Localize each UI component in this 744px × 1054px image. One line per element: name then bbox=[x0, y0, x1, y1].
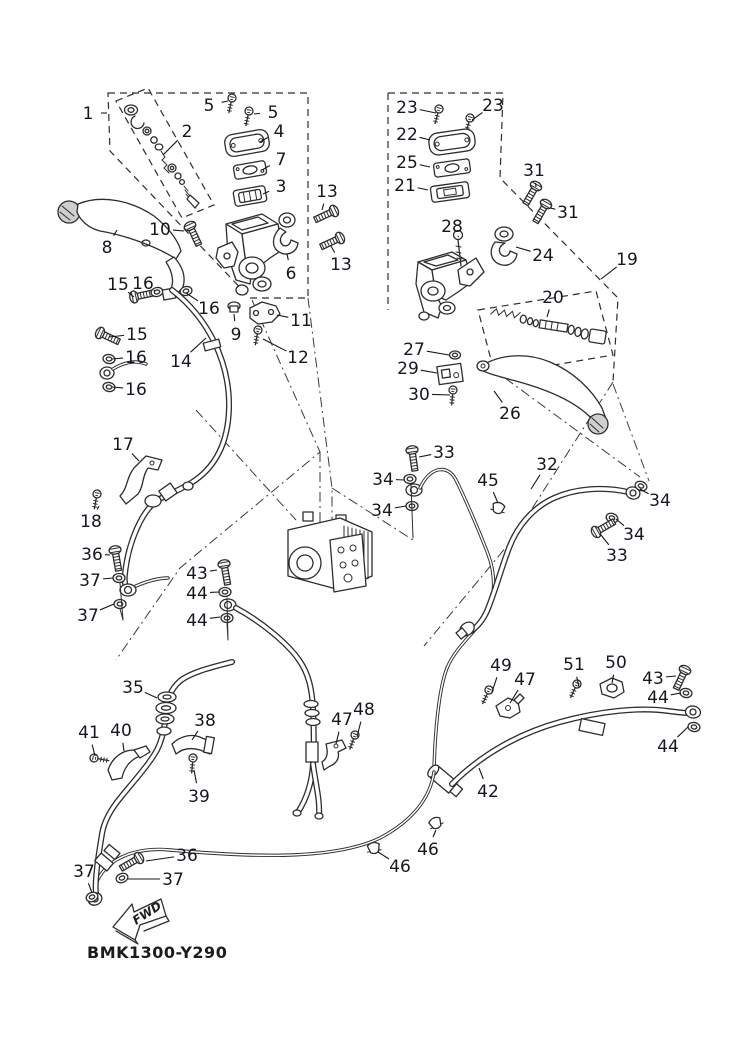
part-callout-21[interactable]: 21 bbox=[394, 176, 416, 196]
screw-49 bbox=[479, 685, 494, 706]
nut-9 bbox=[228, 302, 240, 312]
diagram-code: BMK1300-Y290 bbox=[87, 943, 228, 962]
brake-hose-32 bbox=[455, 489, 628, 641]
callout-leader-21 bbox=[418, 188, 428, 190]
bolt-36a bbox=[108, 545, 124, 572]
part-callout-41[interactable]: 41 bbox=[78, 723, 100, 743]
washer-37a bbox=[113, 574, 125, 583]
bracket-47-left bbox=[322, 740, 346, 770]
fwd-label: FWD bbox=[130, 898, 164, 928]
holder-clamp-6 bbox=[273, 213, 298, 254]
part-callout-43[interactable]: 43 bbox=[642, 669, 664, 689]
part-callout-33[interactable]: 33 bbox=[606, 546, 628, 566]
part-callout-8[interactable]: 8 bbox=[101, 238, 113, 258]
bolt-43a bbox=[217, 559, 233, 586]
callout-leader-2 bbox=[163, 140, 178, 155]
piston-kit-left bbox=[125, 105, 200, 208]
part-callout-38[interactable]: 38 bbox=[194, 711, 216, 731]
abs-modulator-unit bbox=[288, 512, 372, 592]
callout-leader-34 bbox=[395, 506, 406, 508]
screw-39 bbox=[188, 754, 198, 774]
reservoir-cap-right bbox=[428, 128, 477, 156]
part-callout-16[interactable]: 16 bbox=[198, 299, 220, 319]
part-callout-16[interactable]: 16 bbox=[132, 274, 154, 294]
abs-banjo-left bbox=[108, 545, 168, 620]
callout-leader-44 bbox=[671, 693, 681, 695]
part-callout-36[interactable]: 36 bbox=[81, 545, 103, 565]
part-callout-49[interactable]: 49 bbox=[490, 656, 512, 676]
clamp-24 bbox=[491, 227, 517, 265]
callout-leader-19 bbox=[601, 267, 617, 279]
washer-37b bbox=[114, 600, 126, 609]
part-callout-23[interactable]: 23 bbox=[396, 98, 418, 118]
bolt-33b bbox=[589, 516, 617, 539]
washer-44d bbox=[687, 722, 700, 733]
callout-leader-33 bbox=[601, 535, 609, 545]
master-cylinder-body-left bbox=[216, 214, 282, 295]
diaphragm-right bbox=[430, 181, 470, 202]
part-callout-17[interactable]: 17 bbox=[112, 435, 134, 455]
part-callout-42[interactable]: 42 bbox=[477, 782, 499, 802]
screw-12 bbox=[251, 325, 262, 345]
part-callout-37[interactable]: 37 bbox=[77, 606, 99, 626]
callout-leader-46 bbox=[433, 830, 436, 837]
callout-leader-27 bbox=[427, 351, 449, 355]
fwd-arrow-icon bbox=[113, 899, 169, 944]
grommet-35 bbox=[156, 692, 176, 735]
part-callout-34[interactable]: 34 bbox=[623, 525, 645, 545]
part-callout-9[interactable]: 9 bbox=[230, 325, 242, 345]
part-callout-7[interactable]: 7 bbox=[275, 150, 287, 170]
part-callout-6[interactable]: 6 bbox=[285, 264, 297, 284]
callout-leader-32 bbox=[531, 475, 540, 489]
callout-leader-39 bbox=[194, 770, 197, 783]
callout-leader-20 bbox=[547, 309, 549, 317]
part-callout-34[interactable]: 34 bbox=[371, 501, 393, 521]
master-cylinder-body-right bbox=[416, 252, 484, 320]
part-callout-32[interactable]: 32 bbox=[536, 455, 558, 475]
bolt-33a bbox=[405, 445, 420, 472]
diaphragm-left bbox=[233, 185, 267, 206]
part-callout-40[interactable]: 40 bbox=[110, 721, 132, 741]
part-callout-35[interactable]: 35 bbox=[122, 678, 144, 698]
bolt-10 bbox=[183, 220, 205, 248]
pipe-banjo-left bbox=[404, 445, 422, 538]
part-callout-39[interactable]: 39 bbox=[188, 787, 210, 807]
washer-44a bbox=[219, 588, 231, 597]
part-callout-13[interactable]: 13 bbox=[316, 182, 338, 202]
callout-leader-16 bbox=[186, 293, 198, 301]
part-callout-11[interactable]: 11 bbox=[290, 311, 312, 331]
callout-leader-36 bbox=[146, 857, 174, 861]
part-callout-36[interactable]: 36 bbox=[176, 846, 198, 866]
part-callout-34[interactable]: 34 bbox=[649, 491, 671, 511]
screw-18 bbox=[90, 489, 101, 509]
nut-27 bbox=[450, 351, 461, 359]
diaphragm-plate-right bbox=[433, 159, 471, 178]
bracket-11 bbox=[250, 302, 280, 324]
part-callout-26[interactable]: 26 bbox=[499, 404, 521, 424]
part-callout-43[interactable]: 43 bbox=[186, 564, 208, 584]
bolt-43b bbox=[671, 664, 693, 692]
part-callout-44[interactable]: 44 bbox=[647, 688, 669, 708]
part-callout-33[interactable]: 33 bbox=[433, 443, 455, 463]
part-callout-10[interactable]: 10 bbox=[149, 220, 171, 240]
callout-leader-43 bbox=[210, 570, 217, 571]
callout-leader-13 bbox=[322, 204, 324, 210]
callout-leader-42 bbox=[479, 768, 483, 779]
bracket-47-right bbox=[496, 694, 524, 718]
part-callout-48[interactable]: 48 bbox=[353, 700, 375, 720]
part-callout-31[interactable]: 31 bbox=[557, 203, 579, 223]
callout-leader-18 bbox=[97, 506, 99, 510]
part-callout-30[interactable]: 30 bbox=[408, 385, 430, 405]
part-callout-14[interactable]: 14 bbox=[170, 352, 192, 372]
part-callout-37[interactable]: 37 bbox=[162, 870, 184, 890]
part-callout-4[interactable]: 4 bbox=[273, 122, 285, 142]
callout-leader-45 bbox=[493, 492, 498, 503]
callout-leader-6 bbox=[287, 254, 288, 260]
callout-leader-35 bbox=[145, 692, 157, 698]
part-callout-1[interactable]: 1 bbox=[82, 104, 94, 124]
callout-leader-9 bbox=[234, 314, 235, 321]
part-callout-29[interactable]: 29 bbox=[397, 359, 419, 379]
part-callout-5[interactable]: 5 bbox=[267, 103, 279, 123]
part-callout-37[interactable]: 37 bbox=[73, 862, 95, 882]
callout-leader-37 bbox=[103, 578, 113, 579]
callout-leader-22 bbox=[420, 137, 430, 140]
part-callout-47[interactable]: 47 bbox=[331, 710, 353, 730]
part-callout-20[interactable]: 20 bbox=[542, 288, 564, 308]
part-callout-44[interactable]: 44 bbox=[657, 737, 679, 757]
abs-banjo-center bbox=[217, 559, 236, 640]
part-callout-25[interactable]: 25 bbox=[396, 153, 418, 173]
part-callout-34[interactable]: 34 bbox=[372, 470, 394, 490]
callout-leader-5 bbox=[254, 113, 260, 114]
part-callout-50[interactable]: 50 bbox=[605, 653, 627, 673]
screw-23a bbox=[431, 104, 444, 124]
reservoir-cap-left bbox=[223, 128, 270, 157]
callout-leader-24 bbox=[516, 247, 531, 251]
callout-leader-29 bbox=[421, 370, 437, 373]
callout-leader-12 bbox=[263, 339, 286, 351]
part-callout-44[interactable]: 44 bbox=[186, 611, 208, 631]
callout-leader-26 bbox=[494, 391, 502, 402]
part-callout-44[interactable]: 44 bbox=[186, 584, 208, 604]
callout-leader-31 bbox=[550, 208, 555, 209]
bolt-31b bbox=[530, 197, 553, 225]
part-callout-18[interactable]: 18 bbox=[80, 512, 102, 532]
screw-5b bbox=[242, 106, 254, 126]
pipe-clamp-46a bbox=[427, 815, 444, 831]
part-callout-13[interactable]: 13 bbox=[330, 255, 352, 275]
part-callout-2[interactable]: 2 bbox=[181, 122, 193, 142]
callout-leader-37 bbox=[100, 604, 114, 610]
callout-leader-43 bbox=[666, 676, 676, 677]
part-callout-37[interactable]: 37 bbox=[79, 571, 101, 591]
switch-29 bbox=[437, 363, 463, 384]
part-callout-22[interactable]: 22 bbox=[396, 125, 418, 145]
bolt-41 bbox=[89, 753, 109, 764]
callout-leader-37 bbox=[88, 883, 92, 893]
callout-leader-49 bbox=[492, 677, 497, 692]
callout-leader-25 bbox=[420, 165, 430, 167]
callout-leader-44 bbox=[210, 617, 220, 618]
part-callout-3[interactable]: 3 bbox=[275, 177, 287, 197]
bolt-13a bbox=[312, 204, 340, 226]
part-callout-12[interactable]: 12 bbox=[287, 348, 309, 368]
callout-leader-44 bbox=[677, 727, 688, 737]
part-callout-27[interactable]: 27 bbox=[403, 340, 425, 360]
rear-hose-lower-left bbox=[85, 662, 232, 907]
part-callout-46[interactable]: 46 bbox=[389, 857, 411, 877]
part-callout-47[interactable]: 47 bbox=[514, 670, 536, 690]
part-callout-45[interactable]: 45 bbox=[477, 471, 499, 491]
part-callout-24[interactable]: 24 bbox=[532, 246, 554, 266]
callout-leader-46 bbox=[378, 852, 389, 859]
callout-leader-16 bbox=[154, 290, 155, 291]
screw-51 bbox=[567, 679, 582, 700]
callout-leader-10 bbox=[173, 230, 184, 231]
part-callout-5[interactable]: 5 bbox=[203, 96, 215, 116]
part-callout-15[interactable]: 15 bbox=[126, 325, 148, 345]
part-callout-16[interactable]: 16 bbox=[125, 380, 147, 400]
callout-leader-33 bbox=[419, 455, 431, 457]
part-callout-31[interactable]: 31 bbox=[523, 161, 545, 181]
part-callout-16[interactable]: 16 bbox=[125, 348, 147, 368]
brake-hose-42 bbox=[452, 664, 701, 784]
washer-37d bbox=[115, 872, 129, 885]
part-callout-28[interactable]: 28 bbox=[441, 217, 463, 237]
diaphragm-plate-left bbox=[233, 160, 267, 179]
pipe-clip-45 bbox=[490, 501, 506, 515]
part-callout-23[interactable]: 23 bbox=[482, 96, 504, 116]
part-callout-51[interactable]: 51 bbox=[563, 655, 585, 675]
part-callout-19[interactable]: 19 bbox=[616, 250, 638, 270]
washer-34a bbox=[404, 475, 416, 484]
callout-leader-23 bbox=[420, 110, 436, 113]
bracket-40 bbox=[108, 746, 150, 780]
callout-leader-13 bbox=[331, 246, 335, 253]
washer-44c bbox=[679, 688, 692, 699]
callout-leader-5 bbox=[222, 101, 228, 102]
part-callout-46[interactable]: 46 bbox=[417, 840, 439, 860]
part-callout-15[interactable]: 15 bbox=[107, 275, 129, 295]
callout-leader-30 bbox=[432, 394, 450, 395]
screw-5a bbox=[225, 93, 237, 113]
callout-leader-40 bbox=[123, 743, 124, 751]
